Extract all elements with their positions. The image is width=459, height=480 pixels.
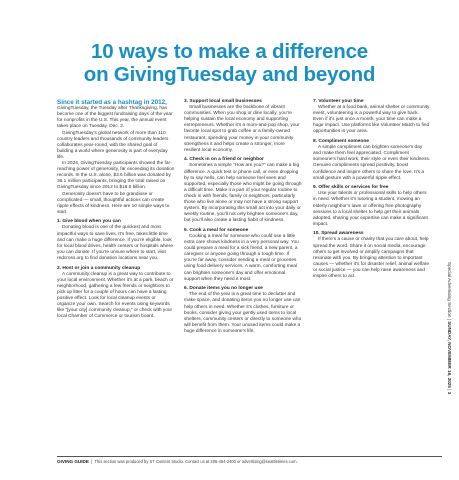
sidebar-separator: | (447, 318, 452, 322)
item-heading-8: 8. Compliment someone (313, 139, 369, 145)
item-body-5: Cooking a meal for someone who could use a little extra care shows kindness in a very personal way. You could prepare a meal for a sick friend, a new parent, a caregiver or anyone going through a tough time. If you’re far away, consider sending a meal or groceries using food delivery services. A warm, comforting meal can brighten someone’s day and offer emotional support when they need it most. (184, 233, 299, 282)
footer-separator: | (90, 459, 95, 464)
footer-divider (57, 456, 442, 457)
item-heading-3: 3. Support local small businesses (184, 99, 262, 104)
article-body (57, 99, 442, 457)
page-sidebar (443, 262, 453, 462)
intro-paragraph: In 2024, GivingTuesday participants showed the far-reaching power of generosity, far exceeding its donation records. In the U.S. alone, $3.6 billion was donated by 36.1 million participants, bringing the total raised on GivingTuesday since 2012 to $18.5 billion. (57, 161, 175, 191)
item-body-9: Use your talents or professional skills to help others in need. Whether it’s tutoring a student, mowing an elderly neighbor’s lawn or offering free photography sessions to a local shelter to help get their animals adopted, sharing your expertise can make a significant impact. (313, 191, 428, 227)
sidebar-separator: | (447, 389, 452, 392)
item-body-10: If there’s a cause or charity that you care about, help spread the word. Share it on social media, encourage others to get involved or amplify campaigns that resonate with you. By bringing attention to important causes — whether it’s for disaster relief, animal welfare or social justice — you can help raise awareness and inspire others to act. (313, 237, 430, 280)
item-body-3: Small businesses are the backbone of vibrant communities. When you shop or dine locally, you’re helping sustain the local economy and supporting entrepreneurs. Whether it’s a mom-and-pop shop, your favorite local spot to grab coffee or a family-owned restaurant, spending your money in your community strengthens it and helps create a stronger, more resilient local economy. (184, 105, 300, 153)
item-heading-1: 1. Give blood when you can (57, 219, 121, 225)
column-1 (57, 99, 175, 320)
item-heading-7: 7. Volunteer your time (313, 99, 364, 104)
intro-paragraph: Generosity doesn’t have to be grandiose or complicated — small, thoughtful actions can create ripple effects of kindness. Here are 10 simple ways to start. (57, 191, 170, 215)
item-heading-9: 9. Offer skills or services for free (313, 185, 389, 191)
item-heading-4: 4. Check in on a friend or neighbor (184, 157, 264, 163)
item-body-1: Donating blood is one of the quickest and most impactful ways to save lives. It’s free, takes little time and can make a huge difference. If you’re eligible, look for local blood drives, health centers or hospitals where you can donate. If you’re unsure where to start, visit redcross.org to find donation locations near you. (57, 225, 173, 261)
item-heading-2: 2. Host or join a community cleanup (57, 265, 141, 271)
intro-paragraph: GivingTuesday’s global network of more than 110 country leaders and thousands of community leaders collaborates year-round, with the shared goal of building a world where generosity is part of everyday life. (57, 130, 169, 160)
item-heading-10: 10. Spread awareness (313, 231, 364, 237)
column-2 (184, 99, 302, 335)
item-body-7: Whether at a food bank, animal shelter or community event, volunteering is a powerful way to give back. Even if it’s just once a month, your time can make a huge impact. Use platforms like Volunteer Match to find opportunities in your area. (313, 105, 430, 135)
intro-paragraph: GivingTuesday, the Tuesday after Thanksgiving, has become one of the biggest fundraising days of the year for nonprofits in the U.S. This year, the annual event takes place on Tuesday, Dec. 2. (57, 106, 173, 130)
column-3 (313, 99, 431, 280)
item-heading-5: 5. Cook a meal for someone (184, 227, 249, 233)
item-body-4: Sometimes a simple “How are you?” can make a big difference. A quick text or phone call, or even dropping by to say hello, can help someone feel seen and supported, especially those who might be going through a difficult time. Make it a part of your regular routine to check in with friends, family or neighbors, particularly those who live alone or may not have a strong support system. By incorporating this small act into your daily or weekly routine, you’ll not only brighten someone’s day, but you’ll also create a lasting habit of kindness. (184, 163, 302, 224)
page-number: 3 (447, 391, 452, 395)
sidebar-section-label: Special Advertising Section (447, 262, 452, 318)
title-line-1: 10 ways to make a difference (91, 40, 368, 63)
sidebar-date: SUNDAY, NOVEMBER 16, 2025 (447, 321, 452, 388)
footer-credit: This section was produced by ST Content Studio. Contact us at 206-464-2400 or advertising@seattletimes.com. (94, 459, 298, 464)
item-body-8: A simple compliment can brighten someone’s day and make them feel appreciated. Compliment someone’s hard work, their style or even their kindness. Genuine compliments spread positivity, boost confidence and inspire others to share the love. It’s a small gesture with a powerful ripple effect. (313, 145, 431, 181)
footer (57, 459, 447, 465)
intro-lead: Since it started as a hashtag in 2012, (57, 99, 167, 106)
item-body-6: The end of the year is a great time to declutter and make space, and donating items you no longer use can help others in need. Whether it’s clothes, furniture or books, consider giving your gently used items to local shelters, community centers or directly to someone who will benefit from them. Your unused items could make a huge difference in someone’s life. (184, 292, 302, 334)
sidebar-text (446, 262, 452, 394)
footer-section-label: GIVING GUIDE (57, 459, 89, 464)
item-heading-6: 6. Donate items you no longer use (184, 286, 263, 292)
item-body-2: A community cleanup is a great way to contribute to your local environment. Whether it’s at a park, beach or neighborhood, gathering a few friends or neighbors to pick up litter for a couple of hours can have a lasting positive effect. Look for local cleanup events or organize your own. Search for events using keywords like “[your city] community cleanup,” or check with your local Chamber of Commerce or tourism board. (57, 271, 174, 320)
article-title (0, 40, 459, 86)
title-line-2: on GivingTuesday and beyond (83, 63, 376, 86)
